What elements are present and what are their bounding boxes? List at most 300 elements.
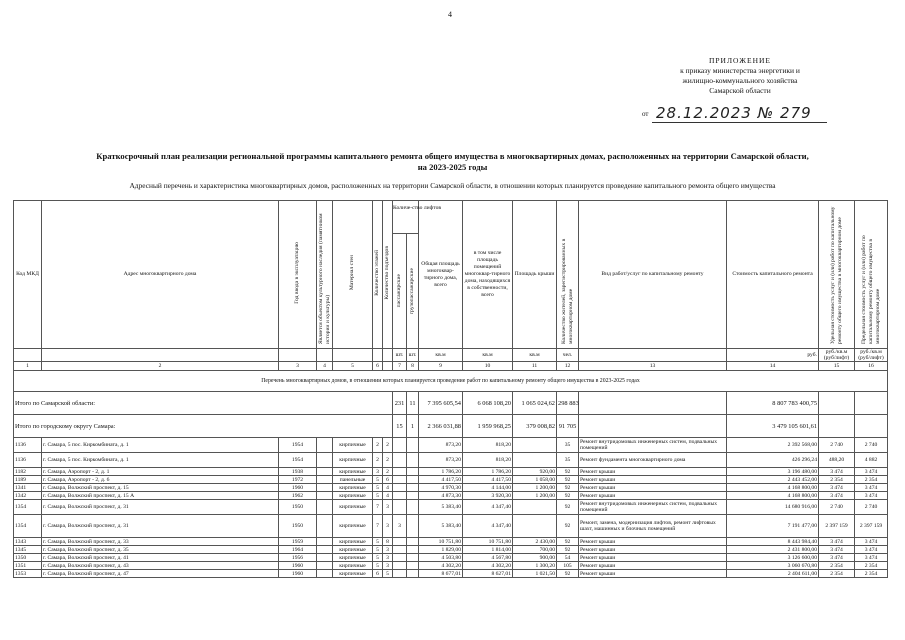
cell-unit-cost: 3 474	[819, 484, 855, 492]
appendix-block	[640, 56, 840, 96]
cell-work-type: Ремонт внутридомовых инженерных систем, подвальных помещений	[579, 500, 727, 515]
cell-lifts-cargo	[407, 453, 419, 468]
cell-area-owned: 4 144,00	[463, 484, 513, 492]
header-year: Год ввода в эксплуатацию	[294, 242, 300, 304]
cell-max-cost: 2 740	[855, 438, 888, 453]
cell-heritage	[317, 538, 333, 546]
header-cost: Стоимость капитального ремонта	[727, 201, 819, 349]
cell-area-owned: 1 786,20	[463, 468, 513, 476]
page-number: 4	[448, 10, 452, 19]
cell-heritage	[317, 515, 333, 538]
unit-cost: руб.	[727, 349, 819, 362]
cell-mkd-id: 1351	[14, 562, 42, 570]
header-residents: Количество жителей, зарегистрированных в многоквартирном доме	[560, 238, 574, 344]
cell-residents: 92	[557, 538, 579, 546]
cell-mkd-id: 1350	[14, 554, 42, 562]
total-cost: 8 807 783 400,75	[727, 392, 819, 415]
cell-residents: 35	[557, 438, 579, 453]
cell-year: 1972	[279, 476, 317, 484]
title-line: на 2023-2025 годы	[417, 162, 488, 172]
cell-entrances: 3	[383, 500, 393, 515]
cell-work-type: Ремонт крыши	[579, 562, 727, 570]
cell-roof-area	[513, 500, 557, 515]
cell-max-cost: 2 354	[855, 570, 888, 578]
cell-cost: 2 392 568,00	[727, 438, 819, 453]
cell-floors: 3	[373, 468, 383, 476]
cell-roof-area	[513, 515, 557, 538]
cell-material: кирпичные	[333, 500, 373, 515]
cell-year: 1962	[279, 492, 317, 500]
cell-roof-area	[513, 453, 557, 468]
cell-entrances: 8	[383, 538, 393, 546]
cell-floors: 7	[373, 515, 383, 538]
cell-unit-cost: 2 354	[819, 476, 855, 484]
cell-lifts-cargo	[407, 554, 419, 562]
section-title: Перечень многоквартирных домов, в отношении которых планируется проведение работ по капитальному ремонту общего имущества в 2023-2025 годах	[14, 371, 888, 392]
cell-max-cost: 3 474	[855, 546, 888, 554]
cell-residents: 92	[557, 492, 579, 500]
cell-heritage	[317, 562, 333, 570]
cell-lifts-pass	[393, 484, 407, 492]
cell-year: 1960	[279, 484, 317, 492]
total-cost: 3 479 105 601,61	[727, 415, 819, 438]
cell-address: г. Самара, Аэропорт - 2, д. 6	[42, 476, 279, 484]
cell-max-cost: 2 354	[855, 476, 888, 484]
cell-roof-area: 920,00	[513, 468, 557, 476]
cell-area-total: 10 751,80	[419, 538, 463, 546]
table-row	[14, 546, 888, 554]
total-lifts-cargo: 11	[407, 392, 419, 415]
cell-mkd-id: 1345	[14, 546, 42, 554]
cell-cost: 7 191 477,00	[727, 515, 819, 538]
cell-heritage	[317, 476, 333, 484]
signature-underline	[652, 122, 827, 123]
cell-lifts-cargo	[407, 468, 419, 476]
cell-heritage	[317, 484, 333, 492]
handwritten-date-signature: 28.12.2023 № 279	[656, 104, 812, 122]
column-numbers-row	[14, 362, 888, 371]
cell-lifts-pass	[393, 538, 407, 546]
cell-mkd-id: 1136	[14, 453, 42, 468]
cell-cost: 3 126 600,00	[727, 554, 819, 562]
cell-material: кирпичные	[333, 515, 373, 538]
total-label: Итого по городскому округу Самара:	[14, 415, 393, 438]
table-row	[14, 570, 888, 578]
cell-entrances: 2	[383, 468, 393, 476]
cell-area-total: 8 677,01	[419, 570, 463, 578]
cell-material: кирпичные	[333, 570, 373, 578]
table-row	[14, 492, 888, 500]
cell-unit-cost: 488,20	[819, 453, 855, 468]
cell-year: 1938	[279, 468, 317, 476]
table-row	[14, 438, 888, 453]
cell-address: г. Самара, 5 пос. Киркомбината, д. 1	[42, 438, 279, 453]
header-unit-cost: Удельная стоимость услуг и (или) работ по капитальному ремонту общего имущества в многоквартирном доме	[829, 206, 843, 344]
cell-max-cost: 3 474	[855, 492, 888, 500]
cell-lifts-cargo	[407, 492, 419, 500]
table-row	[14, 453, 888, 468]
cell-residents: 92	[557, 484, 579, 492]
appendix-line: жилищно-коммунального хозяйства	[682, 76, 798, 85]
cell-area-total: 4 417,50	[419, 476, 463, 484]
cell-year: 1954	[279, 438, 317, 453]
section-row	[14, 371, 888, 392]
cell-unit-cost: 2 740	[819, 438, 855, 453]
total-empty	[855, 392, 888, 415]
cell-work-type: Ремонт крыши	[579, 468, 727, 476]
total-lifts-cargo: 1	[407, 415, 419, 438]
cell-max-cost: 2 740	[855, 500, 888, 515]
column-number: 10	[463, 362, 513, 371]
cell-year: 1950	[279, 500, 317, 515]
cell-unit-cost: 3 474	[819, 468, 855, 476]
unit-lifts-pass: шт.	[393, 349, 407, 362]
cell-mkd-id: 1343	[14, 538, 42, 546]
cell-lifts-cargo	[407, 538, 419, 546]
cell-area-owned: 10 751,80	[463, 538, 513, 546]
cell-lifts-pass	[393, 546, 407, 554]
cell-mkd-id: 1342	[14, 492, 42, 500]
cell-material: кирпичные	[333, 484, 373, 492]
cell-max-cost: 2 397 159	[855, 515, 888, 538]
cell-address: г. Самара, Волжский проспект, д. 31	[42, 500, 279, 515]
cell-unit-cost: 2 354	[819, 570, 855, 578]
cell-floors: 5	[373, 562, 383, 570]
cell-lifts-pass	[393, 554, 407, 562]
table-row	[14, 538, 888, 546]
order-date-line	[642, 104, 827, 124]
cell-floors: 6	[373, 570, 383, 578]
cell-floors: 5	[373, 492, 383, 500]
cell-lifts-cargo	[407, 562, 419, 570]
cell-roof-area: 1 200,00	[513, 484, 557, 492]
appendix-line: Самарской области	[709, 86, 771, 95]
column-number: 14	[727, 362, 819, 371]
column-number: 1	[14, 362, 42, 371]
column-number: 2	[42, 362, 279, 371]
cell-entrances: 5	[383, 570, 393, 578]
cell-cost: 2 443 452,00	[727, 476, 819, 484]
header-work-type: Вид работ/услуг по капитальному ремонту	[579, 201, 727, 349]
cell-material: кирпичные	[333, 546, 373, 554]
header-max-cost: Предельная стоимость услуг и (или) работ по капитальному ремонту общего имущества в многоквартирном доме	[860, 235, 881, 344]
cell-address: г. Самара, Волжский проспект, д. 35	[42, 546, 279, 554]
cell-lifts-cargo	[407, 484, 419, 492]
cell-floors: 7	[373, 500, 383, 515]
column-number: 16	[855, 362, 888, 371]
table-row	[14, 476, 888, 484]
unit-residents: чел.	[557, 349, 579, 362]
cell-heritage	[317, 453, 333, 468]
cell-lifts-cargo	[407, 546, 419, 554]
cell-lifts-cargo	[407, 500, 419, 515]
cell-address: г. Самара, Волжский проспект, д. 33	[42, 538, 279, 546]
cell-entrances: 4	[383, 484, 393, 492]
cell-work-type: Ремонт крыши	[579, 570, 727, 578]
column-number: 3	[279, 362, 317, 371]
cell-year: 1956	[279, 554, 317, 562]
column-number: 6	[373, 362, 383, 371]
total-empty	[819, 415, 855, 438]
cell-area-total: 5 383,40	[419, 500, 463, 515]
cell-area-total: 5 383,40	[419, 515, 463, 538]
cell-work-type: Ремонт крыши	[579, 538, 727, 546]
column-number: 4	[317, 362, 333, 371]
cell-area-total: 4 970,30	[419, 484, 463, 492]
cell-roof-area: 700,00	[513, 546, 557, 554]
cell-lifts-pass	[393, 570, 407, 578]
cell-area-owned: 8 627,01	[463, 570, 513, 578]
table-row	[14, 484, 888, 492]
cell-area-total: 4 873,30	[419, 492, 463, 500]
cell-entrances: 3	[383, 546, 393, 554]
cell-roof-area	[513, 438, 557, 453]
cell-roof-area: 900,00	[513, 554, 557, 562]
cell-year: 1960	[279, 570, 317, 578]
cell-year: 1960	[279, 562, 317, 570]
cell-work-type: Ремонт крыши	[579, 484, 727, 492]
cell-address: г. Самара, 5 пос. Киркомбината, д. 1	[42, 453, 279, 468]
cell-address: г. Самара, Волжский проспект, д. 43	[42, 562, 279, 570]
cell-area-owned: 4 347,40	[463, 500, 513, 515]
cell-entrances: 3	[383, 554, 393, 562]
table-row	[14, 562, 888, 570]
units-row	[14, 349, 888, 362]
cell-address: г. Самара, Волжский проспект, д. 41	[42, 554, 279, 562]
cell-area-total: 4 302,20	[419, 562, 463, 570]
cell-roof-area: 1 300,20	[513, 562, 557, 570]
cell-area-total: 4 503,80	[419, 554, 463, 562]
total-residents: 91 705	[557, 415, 579, 438]
cell-entrances: 4	[383, 492, 393, 500]
cell-residents: 35	[557, 453, 579, 468]
unit-max-cost: руб./кв.м (руб/лифт)	[855, 349, 888, 362]
unit-lifts-cargo: шт.	[407, 349, 419, 362]
title-line: Краткосрочный план реализации региональной программы капитального ремонта общего имущества в многоквартирных домах, расположенных на территории Самарской области,	[96, 151, 809, 161]
header-area-total: Общая площадь многоквар-тирного дома, всего	[419, 201, 463, 349]
column-number: 9	[419, 362, 463, 371]
cell-lifts-pass	[393, 468, 407, 476]
total-empty	[579, 415, 727, 438]
cell-work-type: Ремонт внутридомовых инженерных систем, подвальных помещений	[579, 438, 727, 453]
cell-mkd-id: 1354	[14, 500, 42, 515]
cell-floors: 5	[373, 546, 383, 554]
column-number: 11	[513, 362, 557, 371]
cell-heritage	[317, 570, 333, 578]
cell-entrances: 3	[383, 562, 393, 570]
cell-area-total: 873,20	[419, 438, 463, 453]
unit-area-total: кв.м	[419, 349, 463, 362]
cell-mkd-id: 1341	[14, 484, 42, 492]
cell-unit-cost: 2 397 159	[819, 515, 855, 538]
cell-cost: 8 443 984,40	[727, 538, 819, 546]
cell-lifts-pass	[393, 562, 407, 570]
cell-address: г. Самара, Волжский проспект, д. 31	[42, 515, 279, 538]
header-lifts-passenger: пассажирские	[395, 274, 402, 308]
cell-residents: 92	[557, 476, 579, 484]
cell-residents: 92	[557, 570, 579, 578]
total-row	[14, 392, 888, 415]
cell-unit-cost: 2 740	[819, 500, 855, 515]
cell-address: г. Самара, Волжский проспект, д. 15	[42, 484, 279, 492]
cell-roof-area: 2 430,00	[513, 538, 557, 546]
cell-area-total: 1 786,20	[419, 468, 463, 476]
header-floors: Количество этажей	[374, 250, 380, 296]
repair-plan-table	[13, 200, 888, 578]
cell-address: г. Самара, Волжский проспект, д. 15 А	[42, 492, 279, 500]
cell-cost: 14 680 916,00	[727, 500, 819, 515]
cell-material: кирпичные	[333, 538, 373, 546]
cell-heritage	[317, 554, 333, 562]
cell-lifts-pass	[393, 500, 407, 515]
cell-cost: 2 404 611,00	[727, 570, 819, 578]
header-area-owned: в том числе площадь помещений многоквар-тирного дома, находящихся в собственности, всего	[463, 201, 513, 349]
cell-material: кирпичные	[333, 562, 373, 570]
cell-mkd-id: 1182	[14, 468, 42, 476]
cell-area-owned: 4 302,20	[463, 562, 513, 570]
cell-lifts-cargo	[407, 438, 419, 453]
cell-heritage	[317, 492, 333, 500]
cell-heritage	[317, 468, 333, 476]
cell-area-owned: 818,20	[463, 453, 513, 468]
total-empty	[819, 392, 855, 415]
total-area-owned: 6 068 108,20	[463, 392, 513, 415]
appendix-heading: ПРИЛОЖЕНИЕ	[708, 56, 772, 65]
cell-year: 1964	[279, 546, 317, 554]
cell-roof-area: 1 021,50	[513, 570, 557, 578]
cell-residents: 92	[557, 468, 579, 476]
cell-cost: 3 196 480,00	[727, 468, 819, 476]
cell-residents: 54	[557, 554, 579, 562]
cell-year: 1959	[279, 538, 317, 546]
appendix-line: к приказу министерства энергетики и	[680, 66, 800, 75]
column-number: 12	[557, 362, 579, 371]
total-roof-area: 1 065 024,62	[513, 392, 557, 415]
column-number: 8	[407, 362, 419, 371]
cell-residents: 92	[557, 546, 579, 554]
cell-floors: 5	[373, 538, 383, 546]
cell-mkd-id: 1354	[14, 515, 42, 538]
cell-area-total: 1 829,00	[419, 546, 463, 554]
cell-cost: 2 431 800,00	[727, 546, 819, 554]
cell-lifts-cargo	[407, 515, 419, 538]
total-area-owned: 1 959 968,25	[463, 415, 513, 438]
column-number: 13	[579, 362, 727, 371]
total-residents: 298 883	[557, 392, 579, 415]
cell-lifts-pass	[393, 453, 407, 468]
cell-roof-area: 1 200,00	[513, 492, 557, 500]
cell-entrances: 2	[383, 453, 393, 468]
cell-unit-cost: 3 474	[819, 492, 855, 500]
cell-max-cost: 2 354	[855, 562, 888, 570]
cell-work-type: Ремонт крыши	[579, 492, 727, 500]
cell-material: кирпичные	[333, 453, 373, 468]
cell-area-owned: 4 417,50	[463, 476, 513, 484]
column-number: 5	[333, 362, 373, 371]
cell-unit-cost: 3 474	[819, 554, 855, 562]
cell-work-type: Ремонт крыши	[579, 476, 727, 484]
total-area-total: 2 366 031,88	[419, 415, 463, 438]
total-empty	[579, 392, 727, 415]
cell-max-cost: 3 474	[855, 468, 888, 476]
unit-unit-cost: руб./кв.м (руб/лифт)	[819, 349, 855, 362]
cell-max-cost: 3 474	[855, 538, 888, 546]
table-row	[14, 500, 888, 515]
cell-area-owned: 4 347,40	[463, 515, 513, 538]
cell-residents: 92	[557, 515, 579, 538]
cell-lifts-cargo	[407, 476, 419, 484]
header-entrances: Количество подъездов	[384, 246, 390, 300]
unit-area-owned: кв.м	[463, 349, 513, 362]
cell-address: г. Самара, Аэропорт - 2, д. 1	[42, 468, 279, 476]
column-number: 7	[393, 362, 407, 371]
header-address: Адрес многоквартирного дома	[42, 201, 279, 349]
header-row	[14, 201, 888, 349]
document-title	[20, 151, 885, 173]
header-material: Материал стен	[349, 255, 355, 291]
cell-mkd-id: 1136	[14, 438, 42, 453]
cell-heritage	[317, 500, 333, 515]
cell-mkd-id: 1189	[14, 476, 42, 484]
cell-heritage	[317, 438, 333, 453]
unit-roof-area: кв.м	[513, 349, 557, 362]
cell-material: кирпичные	[333, 554, 373, 562]
cell-lifts-pass	[393, 438, 407, 453]
cell-area-owned: 3 920,30	[463, 492, 513, 500]
cell-lifts-cargo	[407, 570, 419, 578]
cell-work-type: Ремонт фундамента многоквартирного дома	[579, 453, 727, 468]
cell-unit-cost: 3 474	[819, 546, 855, 554]
total-label: Итого по Самарской области:	[14, 392, 393, 415]
cell-residents: 92	[557, 500, 579, 515]
cell-work-type: Ремонт крыши	[579, 546, 727, 554]
cell-entrances: 6	[383, 476, 393, 484]
cell-work-type: Ремонт крыши	[579, 554, 727, 562]
table-row	[14, 554, 888, 562]
header-lifts: Количе-ство лифтов	[393, 201, 418, 234]
total-empty	[855, 415, 888, 438]
cell-entrances: 2	[383, 438, 393, 453]
cell-lifts-pass	[393, 476, 407, 484]
total-roof-area: 379 008,82	[513, 415, 557, 438]
document-subtitle: Адресный перечень и характеристика многоквартирных домов, расположенных на территории Самарской области, в отношении которых планируется проведение капитального ремонта общего имущества	[129, 181, 776, 190]
total-lifts-pass: 15	[393, 415, 407, 438]
cell-work-type: Ремонт, замена, модернизация лифтов, ремонт лифтовых шахт, машинных и блочных помещений	[579, 515, 727, 538]
header-mkd-id: Код МКД	[14, 201, 42, 349]
cell-roof-area: 1 058,00	[513, 476, 557, 484]
cell-material: кирпичные	[333, 438, 373, 453]
cell-floors: 2	[373, 453, 383, 468]
cell-entrances: 3	[383, 515, 393, 538]
cell-floors: 5	[373, 554, 383, 562]
cell-address: г. Самара, Волжский проспект, д. 47	[42, 570, 279, 578]
header-lifts-cargo: грузопассажирские	[408, 267, 415, 315]
cell-lifts-pass: 3	[393, 515, 407, 538]
cell-material: кирпичные	[333, 492, 373, 500]
total-lifts-pass: 231	[393, 392, 407, 415]
table-row	[14, 468, 888, 476]
total-row	[14, 415, 888, 438]
cell-area-owned: 818,20	[463, 438, 513, 453]
cell-area-owned: 4 567,80	[463, 554, 513, 562]
cell-cost: 3 060 670,80	[727, 562, 819, 570]
cell-area-owned: 1 814,00	[463, 546, 513, 554]
table-row	[14, 515, 888, 538]
cell-floors: 5	[373, 476, 383, 484]
cell-lifts-pass	[393, 492, 407, 500]
cell-max-cost: 3 474	[855, 484, 888, 492]
cell-material: панельные	[333, 476, 373, 484]
